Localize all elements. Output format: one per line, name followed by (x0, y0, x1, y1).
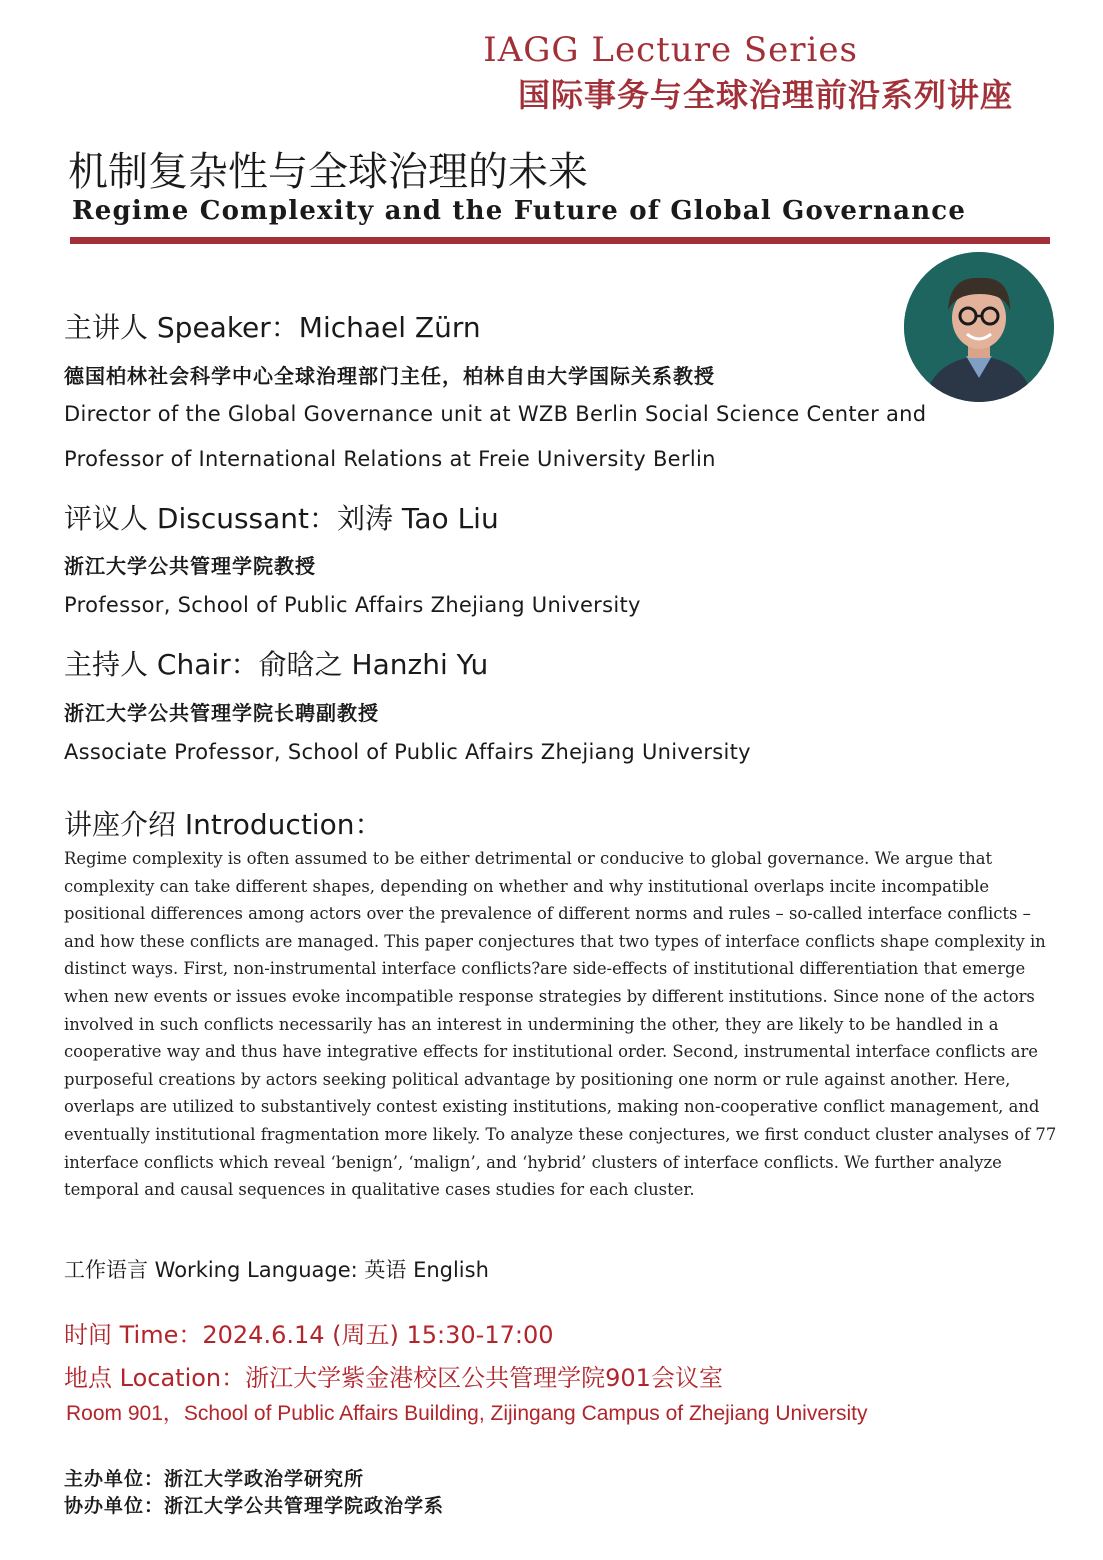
co-host-organizer: 协办单位：浙江大学公共管理学院政治学系 (64, 1495, 445, 1517)
chair-title-en: Associate Professor, School of Public Affairs Zhejiang University (64, 740, 751, 764)
discussant-heading: 评议人 Discussant：刘涛 Tao Liu (64, 502, 499, 535)
event-location-en: Room 901，School of Public Affairs Building, Zijingang Campus of Zhejiang University (66, 1402, 868, 1425)
lecture-title-en: Regime Complexity and the Future of Global Governance (72, 196, 967, 226)
series-title-zh: 国际事务与全球治理前沿系列讲座 (518, 76, 1014, 114)
speaker-portrait-illustration (904, 252, 1054, 402)
speaker-photo (904, 252, 1054, 402)
title-divider (70, 237, 1050, 244)
series-title-en: IAGG Lecture Series (483, 30, 858, 70)
speaker-heading: 主讲人 Speaker：Michael Zürn (64, 311, 481, 344)
working-language: 工作语言 Working Language: 英语 English (64, 1258, 489, 1282)
event-time: 时间 Time：2024.6.14 (周五) 15:30-17:00 (64, 1321, 554, 1349)
event-location-zh: 地点 Location：浙江大学紫金港校区公共管理学院901会议室 (64, 1364, 723, 1392)
discussant-title-en: Professor, School of Public Affairs Zhejiang University (64, 593, 641, 617)
discussant-title-zh: 浙江大学公共管理学院教授 (64, 554, 316, 578)
chair-heading: 主持人 Chair：俞晗之 Hanzhi Yu (64, 648, 489, 681)
introduction-heading: 讲座介绍 Introduction： (64, 808, 383, 841)
chair-title-zh: 浙江大学公共管理学院长聘副教授 (64, 701, 379, 725)
host-organizer: 主办单位：浙江大学政治学研究所 (64, 1468, 365, 1490)
lecture-title-zh: 机制复杂性与全球治理的未来 (68, 149, 588, 195)
speaker-title-en-line2: Professor of International Relations at Freie University Berlin (64, 447, 716, 471)
introduction-abstract: Regime complexity is often assumed to be either detrimental or conducive to global governance. We argue that complexity can take different shapes, depending on whether and why institutional overlaps incite incompatible positional differences among actors over the prevalence of different norms and rules – so-called interface conflicts – and how these conflicts are managed. This paper conjectures that two types of interface conflicts shape complexity in distinct ways. First, non-instrumental interface conflicts?are side-effects of institutional differentiation that emerge when new events or issues evoke incompatible response strategies by different institutions. Since none of the actors involved in such conflicts necessarily has an interest in undermining the other, they are likely to be handled in a cooperative way and thus have integrative effects for institutional order. Second, instrumental interface conflicts are purposeful creations by actors seeking political advantage by positioning one norm or rule against another. Here, overlaps are utilized to substantively contest existing institutions, making non-cooperative conflict management, and eventually institutional fragmentation more likely. To analyze these conjectures, we first conduct cluster analyses of 77 interface conflicts which reveal ‘benign’, ‘malign’, and ‘hybrid’ clusters of interface conflicts. We further analyze temporal and causal sequences in qualitative cases studies for each cluster. (64, 849, 1057, 1200)
speaker-title-en-line1: Director of the Global Governance unit at WZB Berlin Social Science Center and (64, 402, 927, 426)
speaker-title-zh: 德国柏林社会科学中心全球治理部门主任，柏林自由大学国际关系教授 (64, 364, 715, 388)
